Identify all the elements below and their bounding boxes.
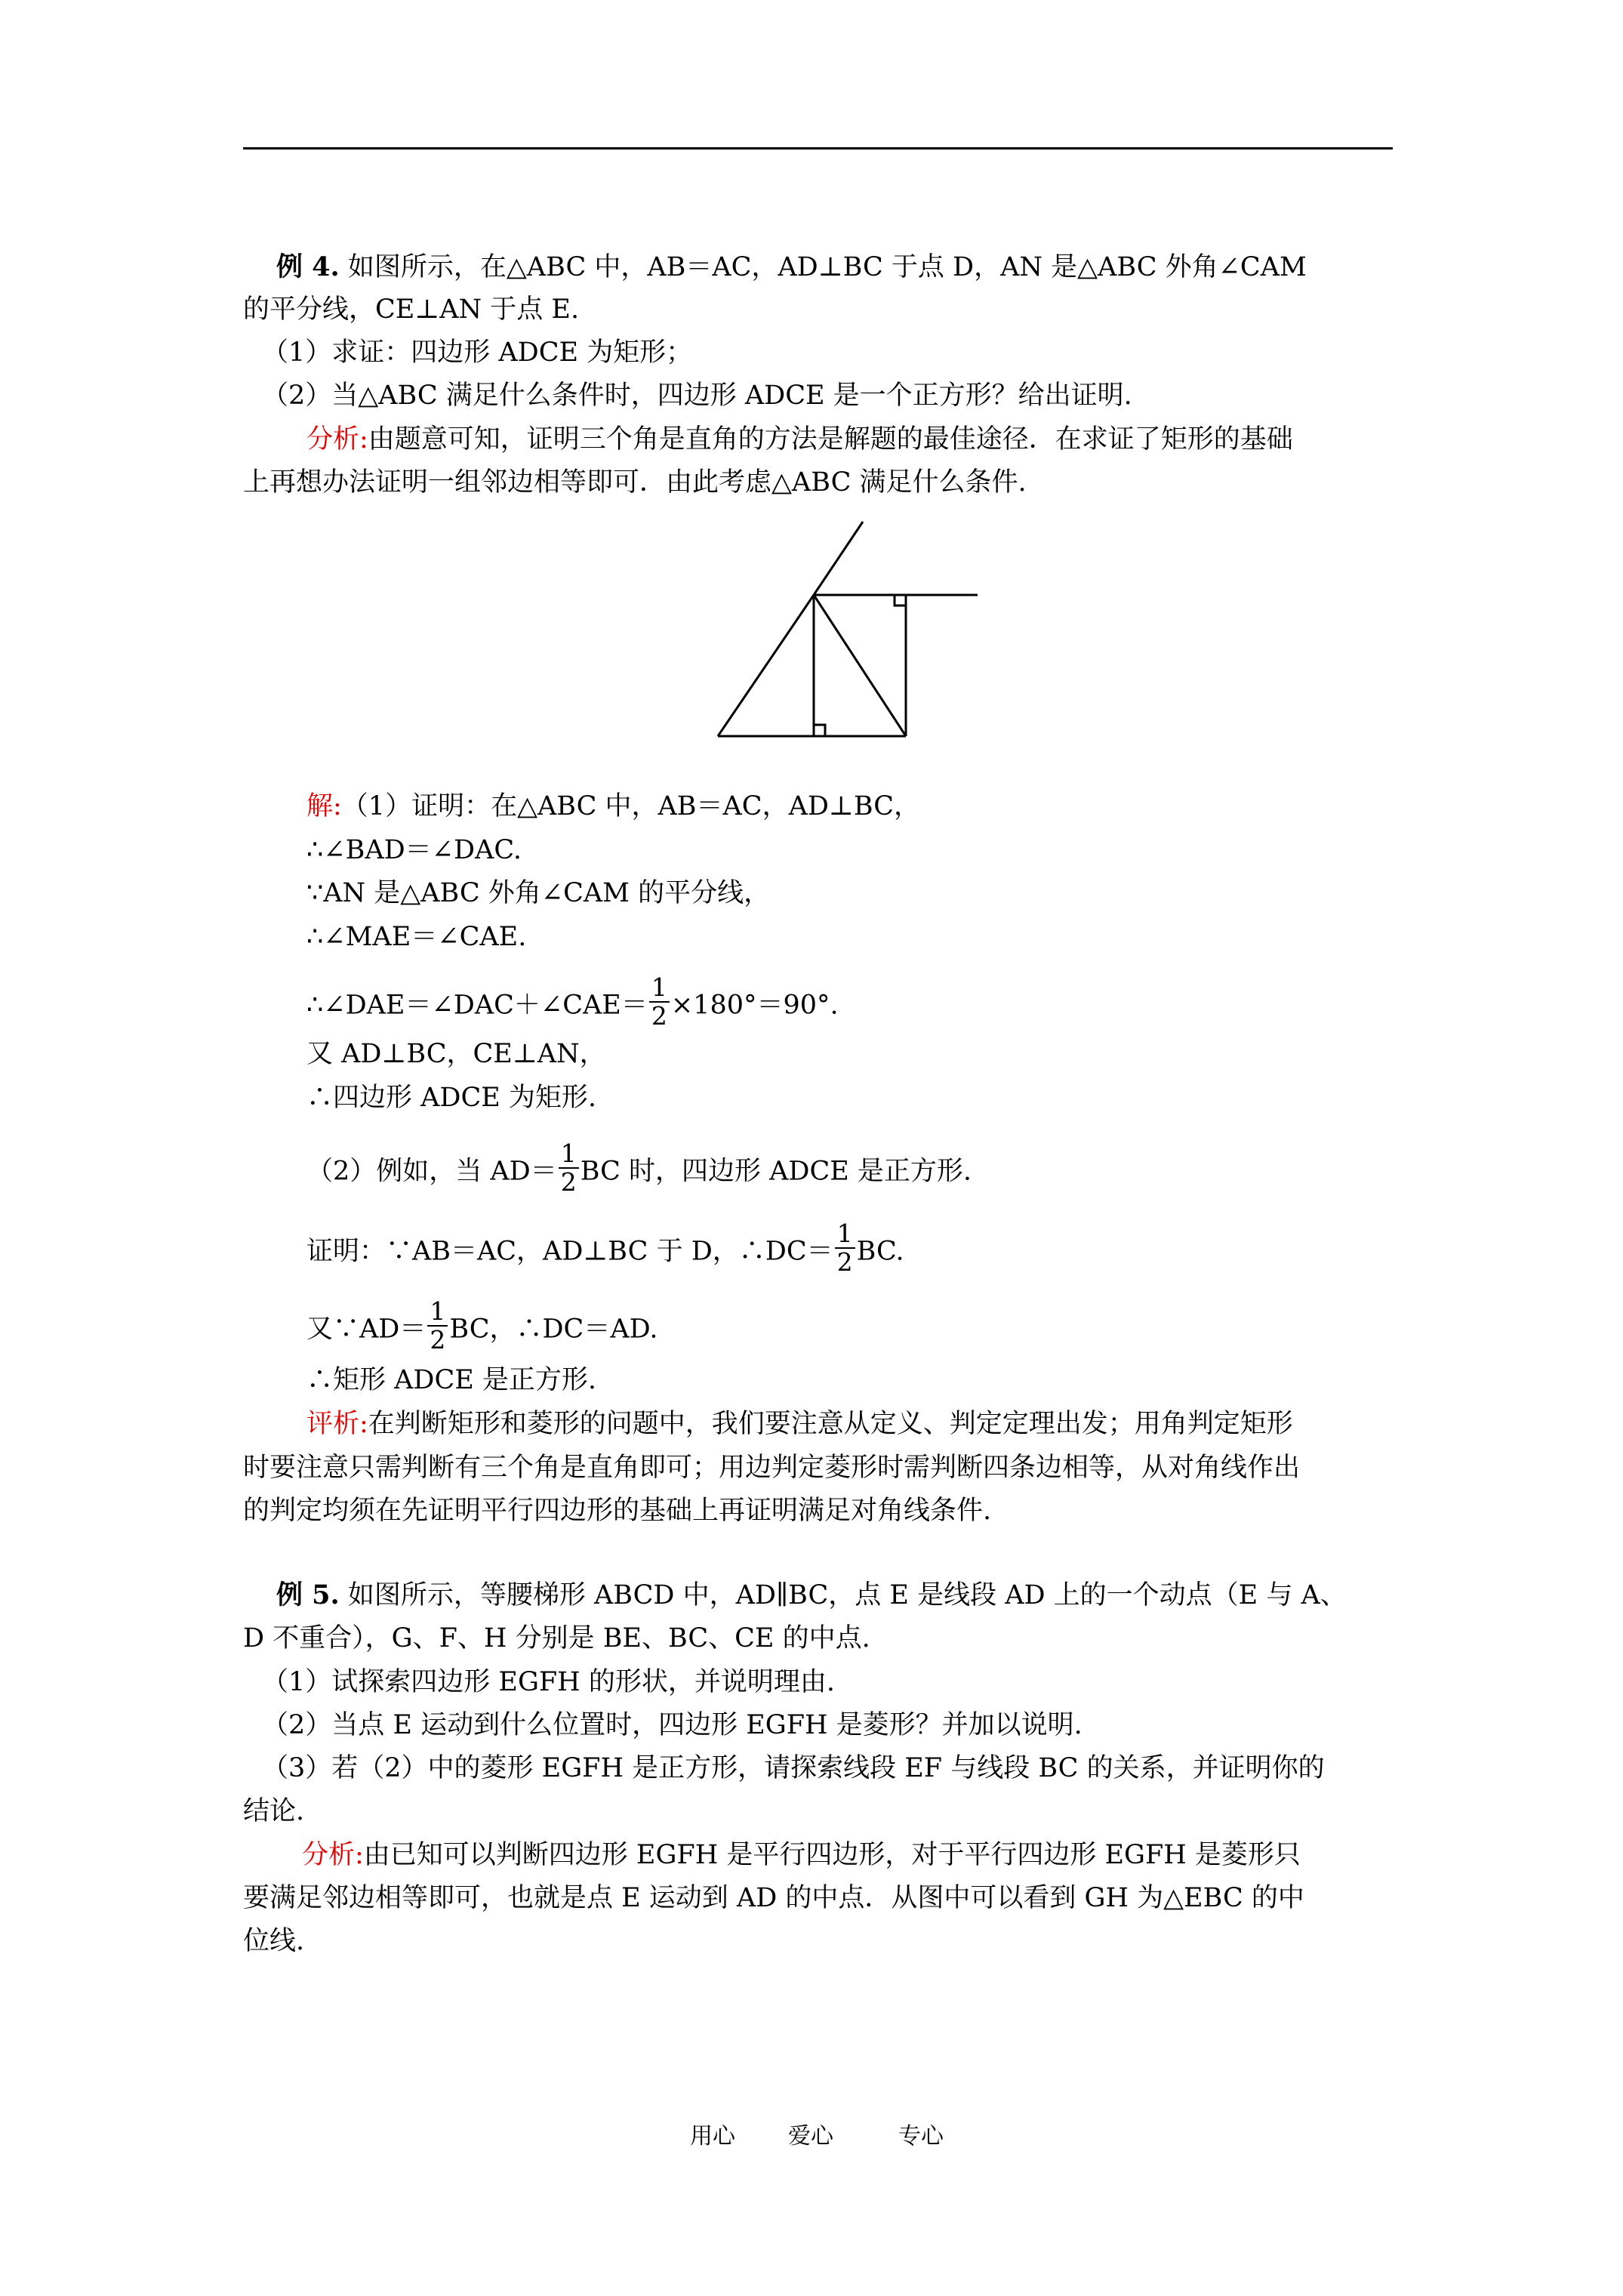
right-angle-d — [814, 725, 825, 736]
ex5-analysis-1: 分析:由已知可以判断四边形 EGFH 是平行四边形，对于平行四边形 EGFH 是菱形只 — [302, 1840, 1301, 1870]
ex4-analysis-label: 分析: — [306, 424, 368, 455]
ex4-question-1: （1）求证：四边形 ADCE 为矩形； — [262, 337, 693, 368]
ex5-line-1 — [276, 1579, 1347, 1612]
ex4-question-2: （2）当△ABC 满足什么条件时，四边形 ADCE 是一个正方形？给出证明. — [262, 381, 1132, 411]
solution-line-2: ∴∠BAD＝∠DAC. — [306, 835, 522, 865]
right-angle-e — [895, 595, 906, 606]
ex4-title: 例 4. — [276, 251, 340, 282]
segment-ab — [718, 595, 814, 736]
ex5-analysis-3: 位线. — [243, 1926, 305, 1956]
ex5-stem-1: 如图所示，等腰梯形 ABCD 中，AD∥BC，点 E 是线段 AD 上的一个动点（E 与 A、 — [347, 1580, 1347, 1610]
ex4-stem-2: 的平分线，CE⊥AN 于点 E. — [243, 294, 580, 325]
comment-label: 评析: — [306, 1409, 368, 1439]
ray-am — [814, 522, 863, 595]
ex4-analysis-2: 上再想办法证明一组邻边相等即可．由此考虑△ABC 满足什么条件. — [243, 467, 1027, 498]
fraction-half: $\frac{1}{2}$ — [427, 1298, 448, 1354]
solution-line-1: 解:（1）证明：在△ABC 中，AB＝AC，AD⊥BC， — [306, 791, 920, 821]
comment-line-1: 评析:在判断矩形和菱形的问题中，我们要注意从定义、判定定理出发；用角判定矩形 — [306, 1409, 1293, 1439]
fraction-half: $\frac{1}{2}$ — [835, 1220, 855, 1276]
solution-line-4: ∴∠MAE＝∠CAE. — [306, 922, 527, 952]
ex5-question-3-cont: 结论. — [243, 1796, 305, 1826]
comment-line-3: 的判定均须在先证明平行四边形的基础上再证明满足对角线条件. — [243, 1496, 992, 1526]
solution-line-7: ∴四边形 ADCE 为矩形. — [306, 1083, 597, 1113]
solution-line-10: 又∵AD＝ $\frac{1}{2}$ BC，∴DC＝AD. — [306, 1296, 658, 1354]
fraction-half: $\frac{1}{2}$ — [559, 1140, 579, 1196]
solution-line-5: ∴∠DAE＝∠DAC＋∠CAE＝ $\frac{1}{2}$ ×180°＝90°. — [306, 972, 839, 1031]
solution-line-11: ∴矩形 ADCE 是正方形. — [306, 1365, 597, 1395]
solution-line-8: （2）例如，当 AD＝ $\frac{1}{2}$ BC 时，四边形 ADCE 是正方形. — [306, 1139, 972, 1197]
footer-text-1: 用心 — [690, 2123, 735, 2150]
ex5-stem-2: D 不重合），G、F、H 分别是 BE、BC、CE 的中点. — [243, 1623, 870, 1653]
ex5-analysis-2: 要满足邻边相等即可，也就是点 E 运动到 AD 的中点．从图中可以看到 GH 为△EBC 的中 — [243, 1883, 1304, 1913]
solution-line-9: 证明：∵AB＝AC，AD⊥BC 于 D，∴DC＝ $\frac{1}{2}$ BC. — [306, 1219, 904, 1277]
footer-text-3: 专心 — [898, 2123, 944, 2150]
fraction-half: $\frac{1}{2}$ — [649, 974, 670, 1030]
ex4-stem-1: 如图所示，在△ABC 中，AB＝AC，AD⊥BC 于点 D，AN 是△ABC 外角∠CAM — [347, 252, 1307, 282]
footer-text-2: 爱心 — [788, 2123, 833, 2150]
ex5-title: 例 5. — [276, 1579, 340, 1610]
comment-line-2: 时要注意只需判断有三个角是直角即可；用边判定菱形时需判断四条边相等，从对角线作出 — [243, 1453, 1301, 1483]
solution-line-3: ∵AN 是△ABC 外角∠CAM 的平分线， — [306, 878, 771, 908]
ex5-question-3: （3）若（2）中的菱形 EGFH 是正方形，请探索线段 EF 与线段 BC 的关系，并证明你的 — [262, 1753, 1325, 1783]
solution-line-6: 又 AD⊥BC，CE⊥AN， — [306, 1039, 606, 1069]
ex5-analysis-label: 分析: — [302, 1840, 364, 1870]
ex5-question-1: （1）试探索四边形 EGFH 的形状，并说明理由. — [262, 1667, 835, 1697]
ex5-question-2: （2）当点 E 运动到什么位置时，四边形 EGFH 是菱形？并加以说明. — [262, 1710, 1083, 1740]
solution-label: 解: — [306, 791, 342, 821]
ex4-analysis-1: 分析:由题意可知，证明三个角是直角的方法是解题的最佳途径．在求证了矩形的基础 — [306, 424, 1293, 455]
segment-ac — [814, 595, 906, 736]
